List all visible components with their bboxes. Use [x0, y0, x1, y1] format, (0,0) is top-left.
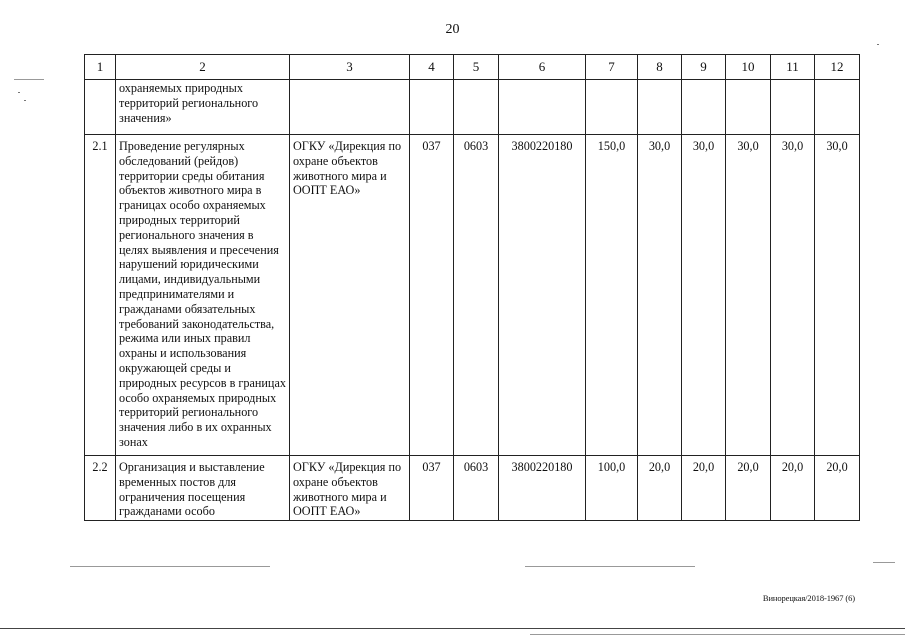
cell-col5: 0603: [454, 135, 499, 456]
cell-col10: [726, 80, 771, 135]
cell-col7: [586, 80, 638, 135]
budget-table: [84, 54, 860, 521]
scan-artifact-line: [70, 566, 270, 567]
row-number-cell: [85, 80, 116, 135]
table-row: [85, 456, 860, 521]
header-cell: 11: [771, 55, 815, 80]
executor-cell: [290, 80, 410, 135]
header-cell: 5: [454, 55, 499, 80]
cell-col8: 30,0: [638, 135, 682, 456]
header-cell: 3: [290, 55, 410, 80]
scan-artifact-speck: [18, 92, 20, 93]
header-cell: 7: [586, 55, 638, 80]
cell-col11: 30,0: [771, 135, 815, 456]
description-cell: Организация и выставление временных постов для ограничения посещения гражданами особо: [116, 456, 290, 521]
cell-col12: [815, 80, 860, 135]
cell-col9: 30,0: [682, 135, 726, 456]
cell-col8: 20,0: [638, 456, 682, 521]
header-cell: 4: [410, 55, 454, 80]
header-cell: 10: [726, 55, 771, 80]
page-number: 20: [445, 22, 460, 37]
header-cell: 8: [638, 55, 682, 80]
scan-artifact-line: [525, 566, 695, 567]
scan-artifact-line: [0, 628, 905, 629]
cell-col5: [454, 80, 499, 135]
cell-col10: 20,0: [726, 456, 771, 521]
cell-col9: 20,0: [682, 456, 726, 521]
cell-col4: [410, 80, 454, 135]
cell-col12: 20,0: [815, 456, 860, 521]
cell-col6: [499, 80, 586, 135]
scan-artifact-speck: [24, 100, 26, 101]
row-number-cell: 2.2: [85, 456, 116, 521]
row-number-cell: 2.1: [85, 135, 116, 456]
table-row: [85, 80, 860, 135]
cell-col11: [771, 80, 815, 135]
cell-col4: 037: [410, 135, 454, 456]
table-header-row: [85, 55, 860, 80]
cell-col4: 037: [410, 456, 454, 521]
executor-cell: ОГКУ «Дирекция по охране объектов животного мира и ООПТ ЕАО»: [290, 456, 410, 521]
cell-col6: 3800220180: [499, 456, 586, 521]
cell-col9: [682, 80, 726, 135]
scan-artifact-speck: [877, 44, 879, 45]
scan-artifact-line: [530, 634, 905, 635]
header-cell: 6: [499, 55, 586, 80]
table-row: [85, 135, 860, 456]
cell-col8: [638, 80, 682, 135]
cell-col5: 0603: [454, 456, 499, 521]
scan-artifact-line: [14, 79, 44, 80]
executor-cell: ОГКУ «Дирекция по охране объектов животного мира и ООПТ ЕАО»: [290, 135, 410, 456]
header-cell: 1: [85, 55, 116, 80]
cell-col11: 20,0: [771, 456, 815, 521]
header-cell: 12: [815, 55, 860, 80]
cell-col6: 3800220180: [499, 135, 586, 456]
document-registration-code: Винорецкая/2018-1967 (6): [762, 593, 855, 603]
scan-artifact-line: [873, 562, 895, 563]
cell-col7: 150,0: [586, 135, 638, 456]
cell-col7: 100,0: [586, 456, 638, 521]
header-cell: 9: [682, 55, 726, 80]
cell-col12: 30,0: [815, 135, 860, 456]
header-cell: 2: [116, 55, 290, 80]
description-cell: охраняемых природных территорий регионального значения»: [116, 80, 290, 135]
description-cell: Проведение регулярных обследований (рейдов) территории среды обитания объектов животного мира в границах особо охраняемых природных территорий регионального значения в целях выявления и пресечения нарушений юридическими лицами, индивидуальными предпринимателями и гражданами обязательных требований законодательства, режима или иных правил охраны и использования окружающей среды и природных ресурсов в границах особо охраняемых природных территорий регионального значения либо в их охранных зонах: [116, 135, 290, 456]
cell-col10: 30,0: [726, 135, 771, 456]
